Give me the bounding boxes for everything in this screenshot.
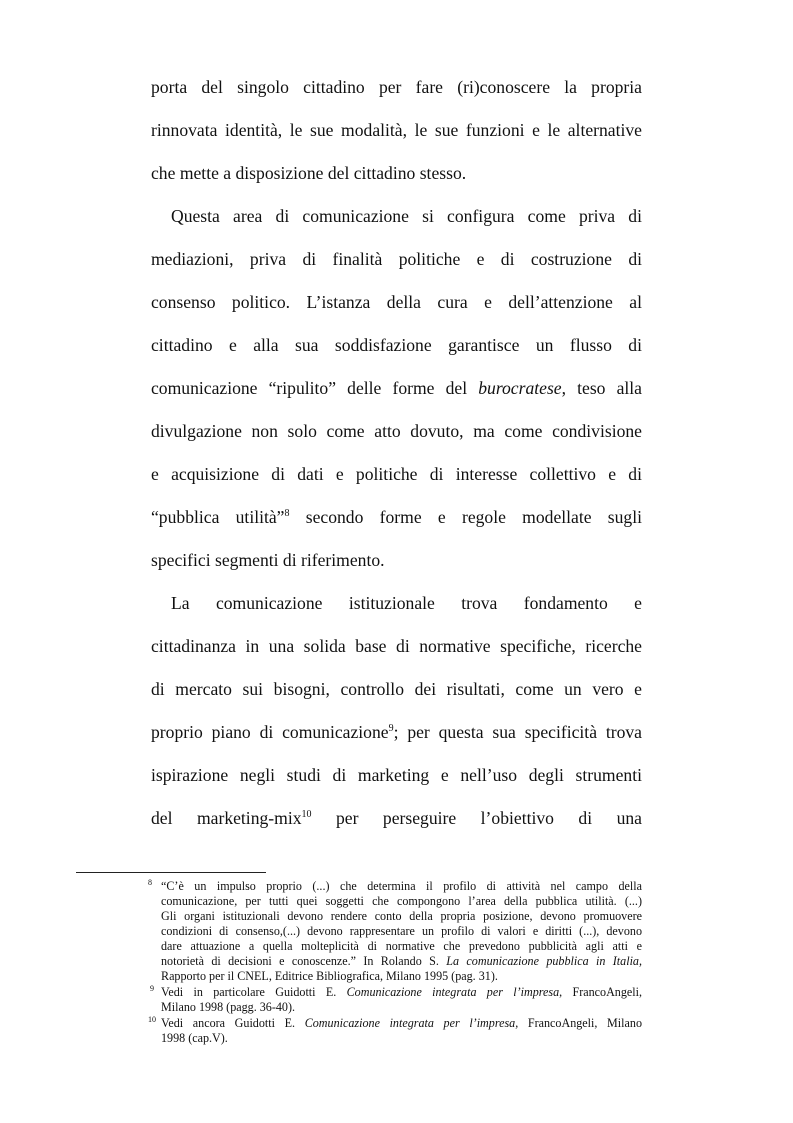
footnote-line: comunicazione, per tutti quei soggetti che compongono l’area della pubblica utilità. (...) <box>161 894 642 908</box>
body-segment: , teso alla <box>561 378 642 398</box>
footnote-number-8: 8 <box>148 878 152 887</box>
body-line: porta del singolo cittadino per fare (ri)conoscere la propria <box>151 77 642 97</box>
body-line <box>151 807 642 829</box>
body-line: cittadino e alla sua soddisfazione garantisce un flusso di <box>151 335 642 355</box>
footnote-title: Comunicazione integrata per l’impresa, <box>304 1016 519 1030</box>
body-line <box>151 721 642 743</box>
footnote-title: Comunicazione integrata per l’impresa <box>346 985 560 999</box>
footnote-title: La comunicazione pubblica in Italia, <box>446 954 643 968</box>
body-line: divulgazione non solo come atto dovuto, ma come condivisione <box>151 421 642 441</box>
footnote-ref-10[interactable]: 10 <box>301 809 312 820</box>
footnote-segment: Vedi in particolare Guidotti E. <box>161 985 337 999</box>
body-segment: comunicazione “ripulito” delle forme del <box>151 378 468 398</box>
footnote-ref-8[interactable]: 8 <box>284 508 290 519</box>
footnote-segment: FrancoAngeli, Milano <box>518 1016 642 1030</box>
body-segment: per perseguire l’obiettivo di una <box>311 808 642 828</box>
body-line: e acquisizione di dati e politiche di interesse collettivo e di <box>151 464 642 484</box>
footnote-line: Rapporto per il CNEL, Editrice Bibliografica, Milano 1995 (pag. 31). <box>161 969 498 983</box>
body-line: consenso politico. L’istanza della cura e dell’attenzione al <box>151 292 642 312</box>
body-line: cittadinanza in una solida base di normative specifiche, ricerche <box>151 636 642 656</box>
footnote-number-9: 9 <box>150 984 154 993</box>
body-segment: “pubblica utilità” <box>151 507 285 527</box>
footnote-segment: Vedi ancora Guidotti E. <box>161 1016 296 1030</box>
body-line <box>151 377 642 399</box>
footnote-line: Gli organi istituzionali devono rendere conto della propria posizione, devono promuovere <box>161 909 642 923</box>
body-segment: proprio piano di comunicazione <box>151 722 389 742</box>
body-line: ispirazione negli studi di marketing e nell’uso degli strumenti <box>151 765 642 785</box>
footnote-line: “C’è un impulso proprio (...) che determina il profilo di attività nel campo della <box>161 879 642 893</box>
body-segment: secondo forme e regole modellate sugli <box>289 507 642 527</box>
italic-term: burocratese <box>478 378 562 398</box>
body-line: specifici segmenti di riferimento. <box>151 550 385 570</box>
footnote-line: dare attuazione a quella molteplicità di normative che prevedono pubblicità agli atti e <box>161 939 642 953</box>
footnote-line: 1998 (cap.V). <box>161 1031 228 1045</box>
footnote-segment: , FrancoAngeli, <box>559 985 643 999</box>
footnote-line <box>161 985 642 1000</box>
footnote-line <box>161 954 642 969</box>
body-line: di mercato sui bisogni, controllo dei risultati, come un vero e <box>151 679 642 699</box>
footnote-separator <box>76 872 266 873</box>
footnote-line <box>161 1016 642 1031</box>
footnote-line: condizioni di consenso,(...) devono rappresentare un profilo di valori e diritti (...), devono <box>161 924 642 938</box>
paragraph-start-line: Questa area di comunicazione si configura come priva di <box>171 206 642 226</box>
footnote-number-10: 10 <box>148 1015 156 1024</box>
paragraph-start-line: La comunicazione istituzionale trova fondamento e <box>171 593 642 613</box>
footnote-line: Milano 1998 (pagg. 36-40). <box>161 1000 296 1014</box>
body-line: rinnovata identità, le sue modalità, le sue funzioni e le alternative <box>151 120 642 140</box>
body-segment: ; per questa sua specificità trova <box>393 722 642 742</box>
body-line: che mette a disposizione del cittadino stesso. <box>151 163 467 183</box>
body-segment: del marketing-mix <box>151 808 302 828</box>
footnote-ref-9[interactable]: 9 <box>388 723 394 734</box>
body-line: mediazioni, priva di finalità politiche e di costruzione di <box>151 249 642 269</box>
body-line <box>151 506 642 528</box>
footnote-segment: notorietà di decisioni e conoscenze.” In Rolando S. <box>161 954 439 968</box>
